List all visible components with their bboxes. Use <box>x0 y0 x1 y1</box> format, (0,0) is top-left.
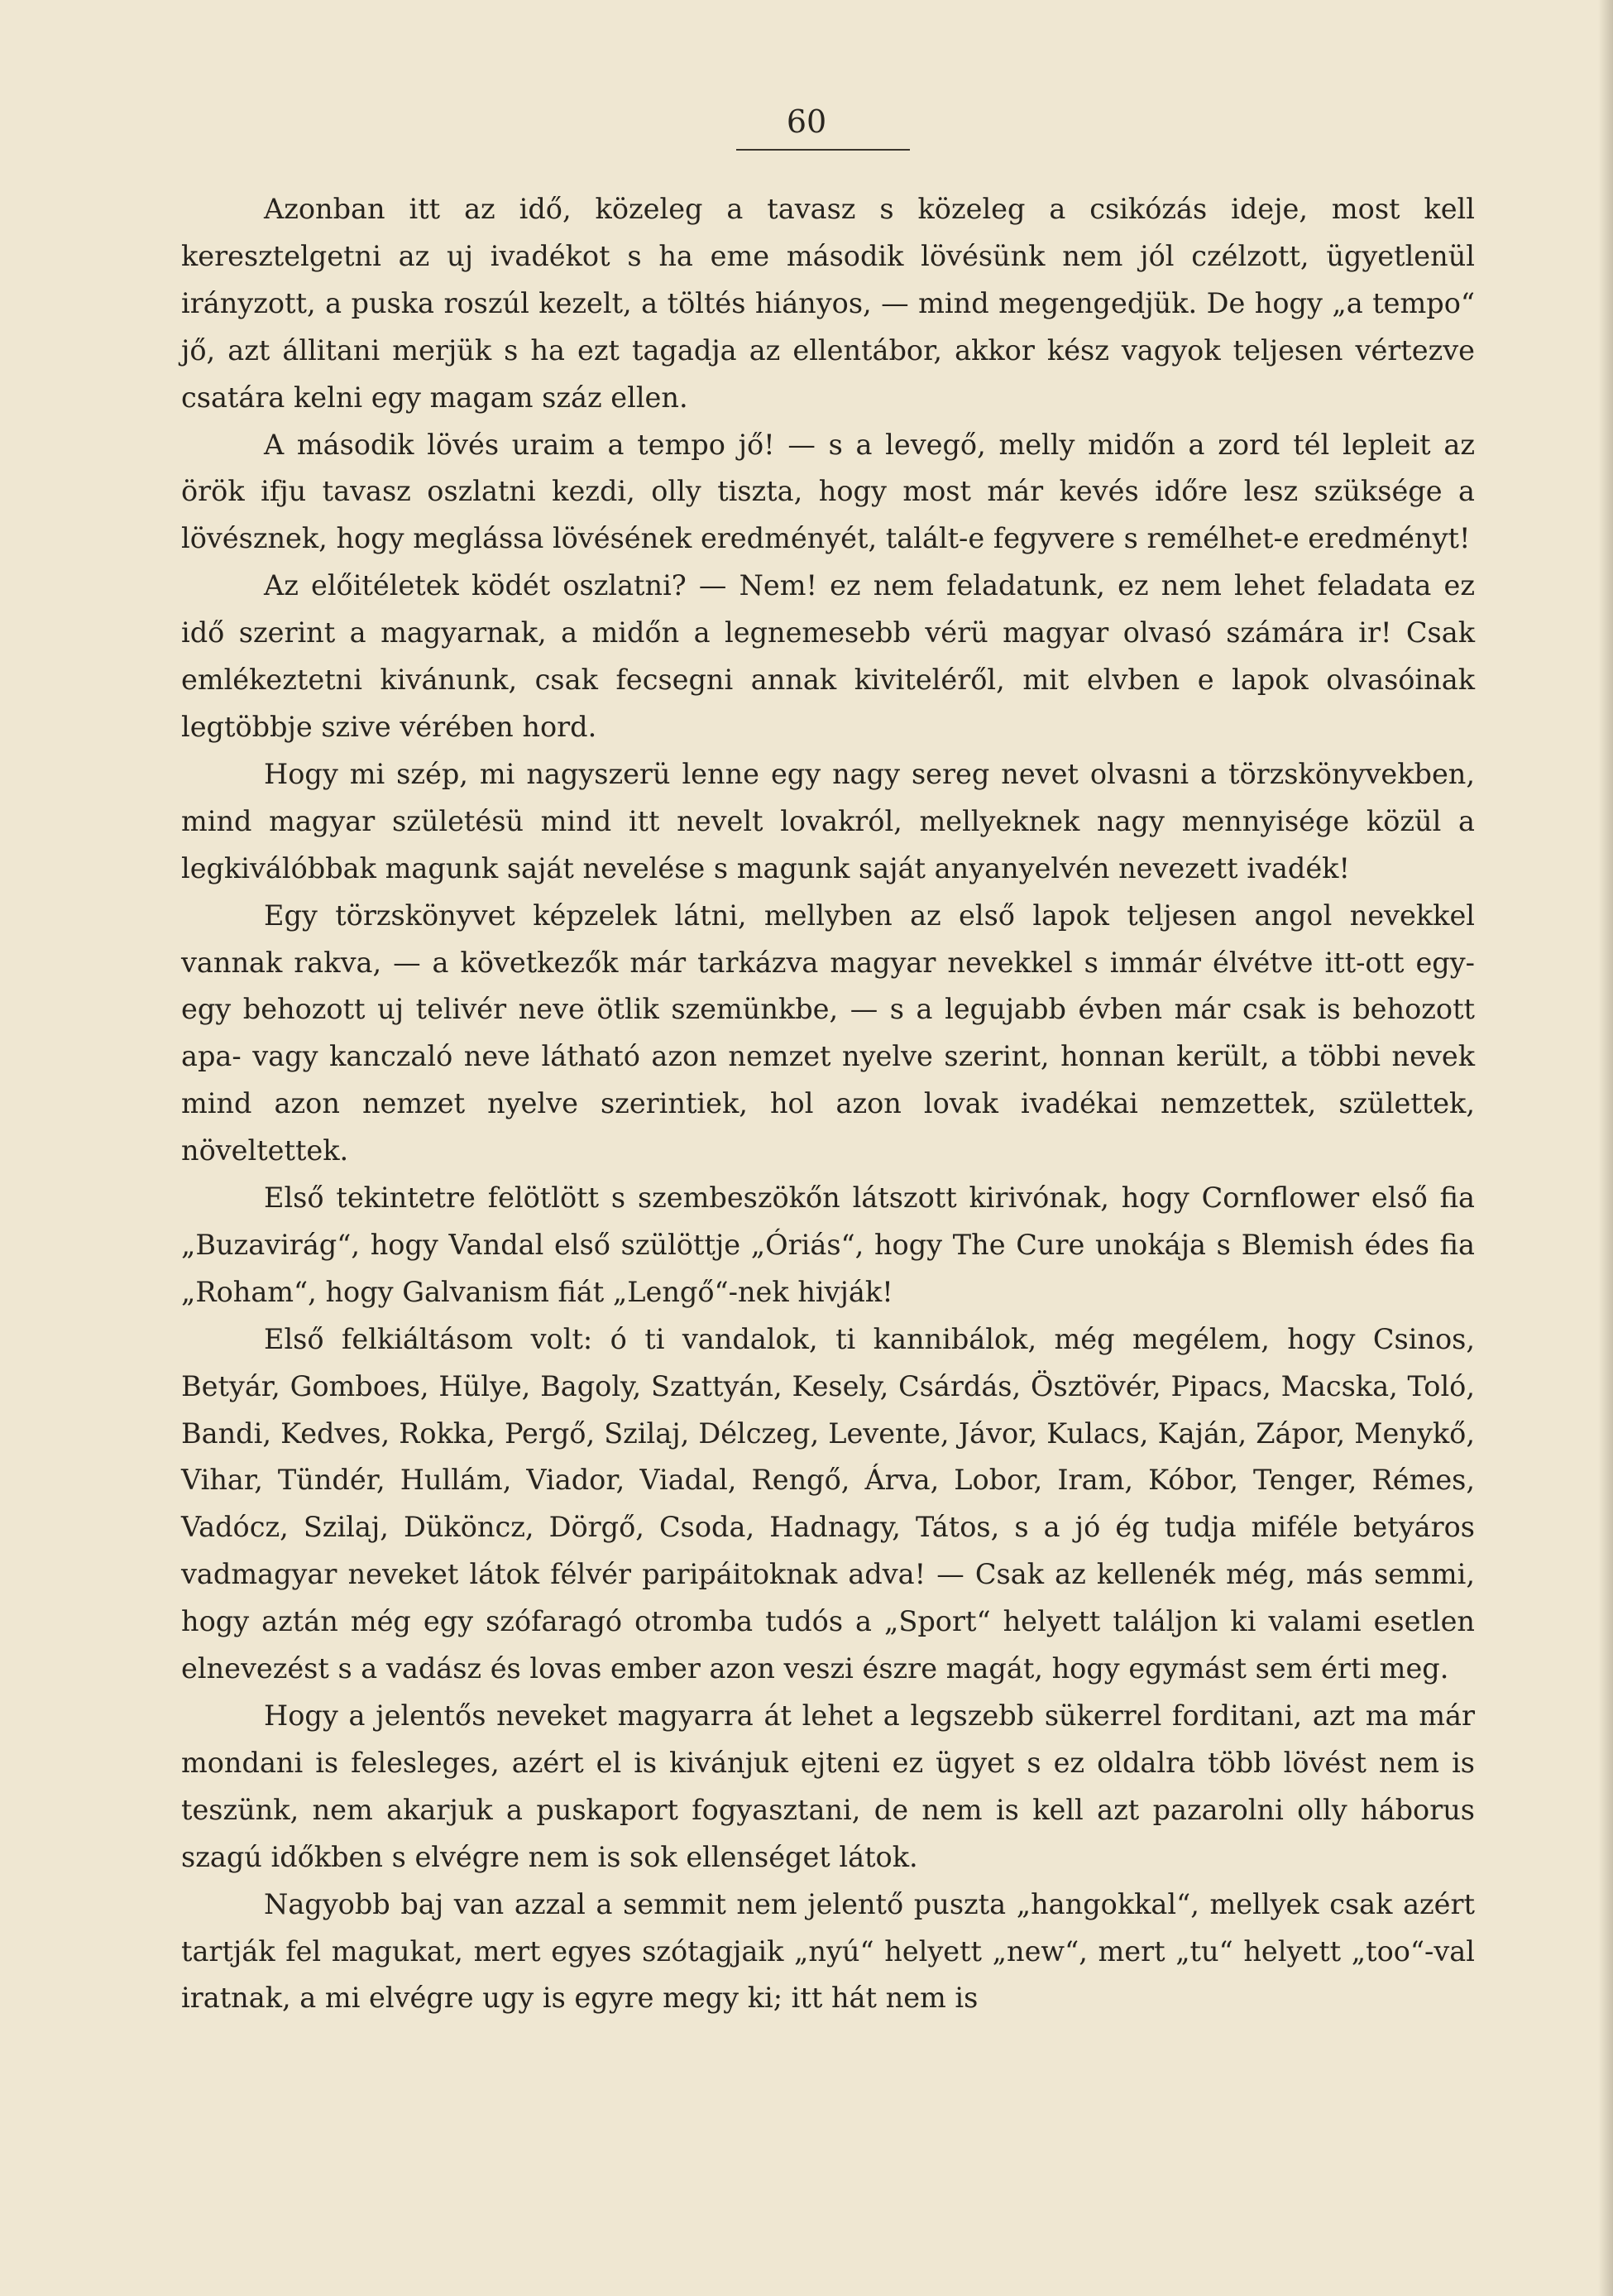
paragraph: Nagyobb baj van azzal a semmit nem jelentő puszta „hangokkal“, mellyek csak azért tartják fel magukat, mert egyes szótagjaik „nyú“ helyett „new“, mert „tu“ helyett „too“-val iratnak, a mi elvégre ugy is egyre megy ki; itt hát nem is <box>181 1887 1475 2015</box>
page-edge-shadow <box>1598 0 1613 2296</box>
body-text <box>181 186 1475 2022</box>
paragraph: Egy törzskönyvet képzelek látni, mellyben az első lapok teljesen angol nevekkel vannak rakva, — a következők már tarkázva magyar nevekkel s immár élvétve itt-ott egy-egy behozott uj telivér neve ötlik szemünkbe, — s a legujabb évben már csak is behozott apa- vagy kanczaló neve látható azon nemzet nyelve szerint, honnan került, a többi nevek mind azon nemzet nyelve szerintiek, hol azon lovak ivadékai nemzettek, születtek, növeltettek. <box>181 899 1475 1167</box>
paragraph: A második lövés uraim a tempo jő! — s a levegő, melly midőn a zord tél lepleit az örök ifju tavasz oszlatni kezdi, olly tiszta, hogy most már kevés időre lesz szüksége a lövésznek, hogy meglássa lövésének eredményét, talált-e fegyvere s remélhet-e eredményt! <box>181 428 1475 555</box>
paragraph: Hogy a jelentős neveket magyarra át lehet a legszebb sükerrel forditani, azt ma már mondani is felesleges, azért el is kivánjuk ejteni ez ügyet s ez oldalra több lövést nem is teszünk, nem akarjuk a puskaport fogyasztani, de nem is kell azt pazarolni olly háborus szagú időkben s elvégre nem is sok ellenséget látok. <box>181 1699 1475 1873</box>
header-rule <box>736 149 910 151</box>
paragraph: Azonban itt az idő, közeleg a tavasz s közeleg a csikózás ideje, most kell keresztelgetni az uj ivadékot s ha eme második lövésünk nem jól czélzott, ügyetlenül irányzott, a puska roszúl kezelt, a töltés hiányos, — mind megengedjük. De hogy „a tempo“ jő, azt állitani merjük s ha ezt tagadja az ellentábor, akkor kész vagyok teljesen vértezve csatára kelni egy magam száz ellen. <box>181 193 1475 414</box>
paragraph: Hogy mi szép, mi nagyszerü lenne egy nagy sereg nevet olvasni a törzskönyvekben, mind magyar születésü mind itt nevelt lovakról, mellyeknek nagy mennyisége közül a legkiválóbbak magunk saját nevelése s magunk saját anyanyelvén nevezett ivadék! <box>181 757 1475 884</box>
paragraph: Első felkiáltásom volt: ó ti vandalok, ti kannibálok, még megélem, hogy Csinos, Betyár, Gomboes, Hülye, Bagoly, Szattyán, Kesely, Csárdás, Ösztövér, Pipacs, Macska, Toló, Bandi, Kedves, Rokka, Pergő, Szilaj, Délczeg, Levente, Jávor, Kulacs, Kaján, Zápor, Menykő, Vihar, Tündér, Hullám, Viador, Viadal, Rengő, Árva, Lobor, Iram, Kóbor, Tenger, Rémes, Vadócz, Szilaj, Düköncz, Dörgő, Csoda, Hadnagy, Tátos, s a jó ég tudja miféle betyáros vadmagyar neveket látok félvér paripáitoknak adva! — Csak az kellenék még, más semmi, hogy aztán még egy szófaragó otromba tudós a „Sport“ helyett találjon ki valami esetlen elnevezést s a vadász és lovas ember azon veszi észre magát, hogy egymást sem érti meg. <box>181 1322 1475 1685</box>
page-number: 60 <box>786 103 827 140</box>
paragraph: Első tekintetre felötlött s szembeszökőn látszott kirivónak, hogy Cornflower első fia „Buzavirág“, hogy Vandal első szülöttje „Óriás“, hogy The Cure unokája s Blemish édes fia „Roham“, hogy Galvanism fiát „Lengő“-nek hivják! <box>181 1182 1475 1308</box>
paragraph: Az előitéletek ködét oszlatni? — Nem! ez nem feladatunk, ez nem lehet feladata ez idő szerint a magyarnak, a midőn a legnemesebb vérü magyar olvasó számára ir! Csak emlékeztetni kivánunk, csak fecsegni annak kiviteléről, mit elvben e lapok olvasóinak legtöbbje szive vérében hord. <box>181 569 1475 743</box>
